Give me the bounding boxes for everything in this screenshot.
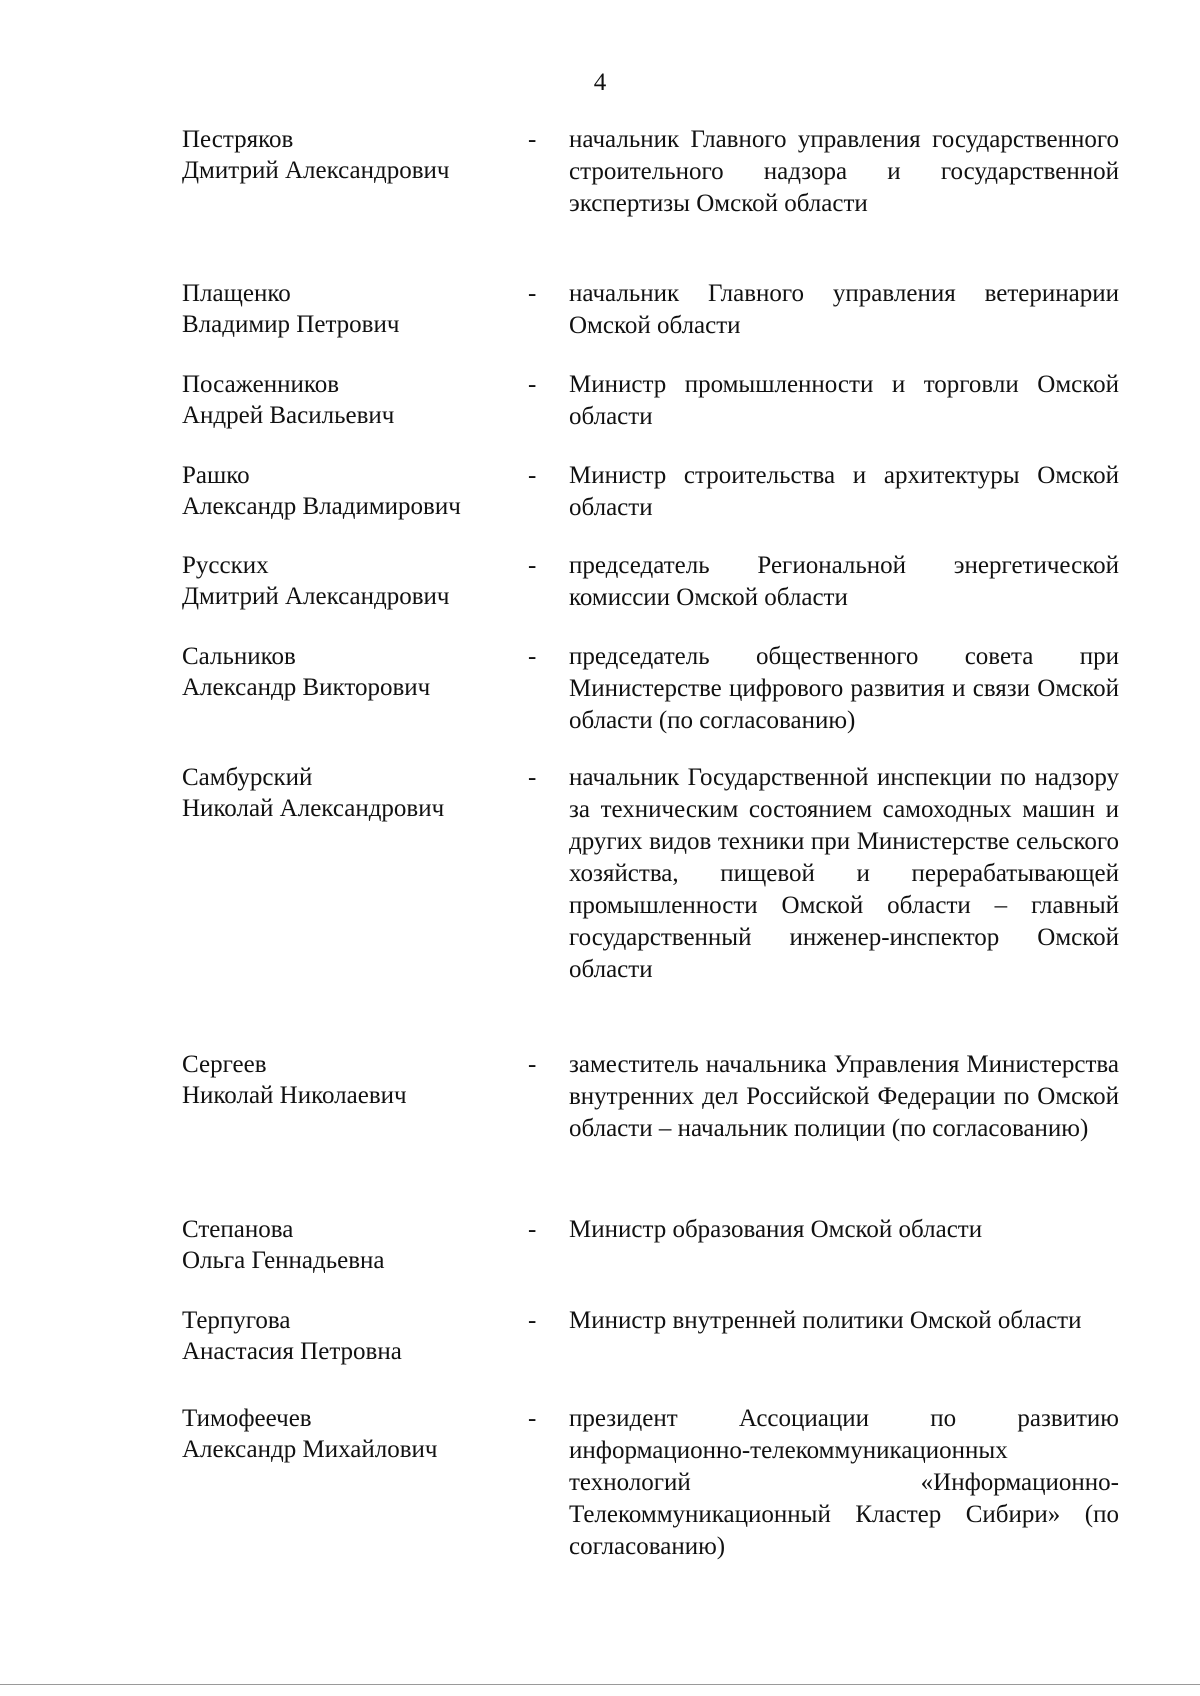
member-description: Министр строительства и архитектуры Омской области: [569, 462, 1119, 521]
member-description: председатель общественного совета при Министерстве цифрового развития и связи Омской области (по согласованию): [569, 643, 1119, 734]
member-description: председатель Региональной энергетической комиссии Омской области: [569, 552, 1119, 611]
member-name: [182, 1049, 522, 1111]
member-dash: -: [528, 1307, 537, 1334]
member-dash: -: [528, 764, 537, 791]
member-name: [182, 550, 522, 612]
member-given-names: Николай Александрович: [182, 795, 445, 822]
member-given-names: Ольга Геннадьевна: [182, 1247, 385, 1274]
member-dash: -: [528, 280, 537, 307]
member-description: начальник Главного управления государственного строительного надзора и государственной экспертизы Омской области: [569, 126, 1119, 217]
member-given-names: Анастасия Петровна: [182, 1338, 402, 1365]
member-description: Министр промышленности и торговли Омской области: [569, 371, 1119, 430]
member-given-names: Дмитрий Александрович: [182, 157, 450, 184]
member-name: [182, 762, 522, 824]
member-name: [182, 369, 522, 431]
member-surname: Сергеев: [182, 1051, 267, 1078]
member-dash: -: [528, 1216, 537, 1243]
member-name: [182, 124, 522, 186]
member-name: [182, 641, 522, 703]
member-surname: Рашко: [182, 462, 250, 489]
member-name: [182, 1214, 522, 1276]
member-name: [182, 1403, 522, 1465]
member-surname: Плащенко: [182, 280, 291, 307]
page-number: 4: [593, 69, 607, 96]
member-dash: -: [528, 126, 537, 153]
member-description: Министр внутренней политики Омской области: [569, 1307, 1082, 1334]
member-surname: Посаженников: [182, 371, 340, 398]
member-name: [182, 460, 522, 522]
member-dash: -: [528, 552, 537, 579]
member-dash: -: [528, 1405, 537, 1432]
member-given-names: Александр Михайлович: [182, 1436, 438, 1463]
member-surname: Пестряков: [182, 126, 294, 153]
member-description: президент Ассоциации по развитию информационно-телекоммуникационных технологий «Информационно-Телекоммуникационный Кластер Сибири» (по согласованию): [569, 1405, 1119, 1560]
member-given-names: Дмитрий Александрович: [182, 583, 450, 610]
member-surname: Сальников: [182, 643, 296, 670]
member-given-names: Николай Николаевич: [182, 1082, 407, 1109]
member-dash: -: [528, 1051, 537, 1078]
member-surname: Тимофеечев: [182, 1405, 312, 1432]
member-surname: Русских: [182, 552, 269, 579]
member-description: заместитель начальника Управления Министерства внутренних дел Российской Федерации по Омской области – начальник полиции (по согласованию): [569, 1051, 1119, 1142]
member-dash: -: [528, 462, 537, 489]
member-given-names: Владимир Петрович: [182, 311, 400, 338]
member-given-names: Александр Владимирович: [182, 493, 461, 520]
member-dash: -: [528, 643, 537, 670]
member-description: Министр образования Омской области: [569, 1216, 983, 1243]
member-name: [182, 1305, 522, 1367]
member-name: [182, 278, 522, 340]
member-description: начальник Государственной инспекции по надзору за техническим состоянием самоходных машин и других видов техники при Министерстве сельского хозяйства, пищевой и перерабатывающей промышленности Омской области – главный государственный инженер-инспектор Омской области: [569, 764, 1119, 983]
member-surname: Самбурский: [182, 764, 313, 791]
member-description: начальник Главного управления ветеринарии Омской области: [569, 280, 1119, 339]
member-given-names: Андрей Васильевич: [182, 402, 395, 429]
member-given-names: Александр Викторович: [182, 674, 431, 701]
member-dash: -: [528, 371, 537, 398]
member-surname: Терпугова: [182, 1307, 291, 1334]
bottom-edge-line: [0, 1684, 1200, 1685]
member-surname: Степанова: [182, 1216, 294, 1243]
